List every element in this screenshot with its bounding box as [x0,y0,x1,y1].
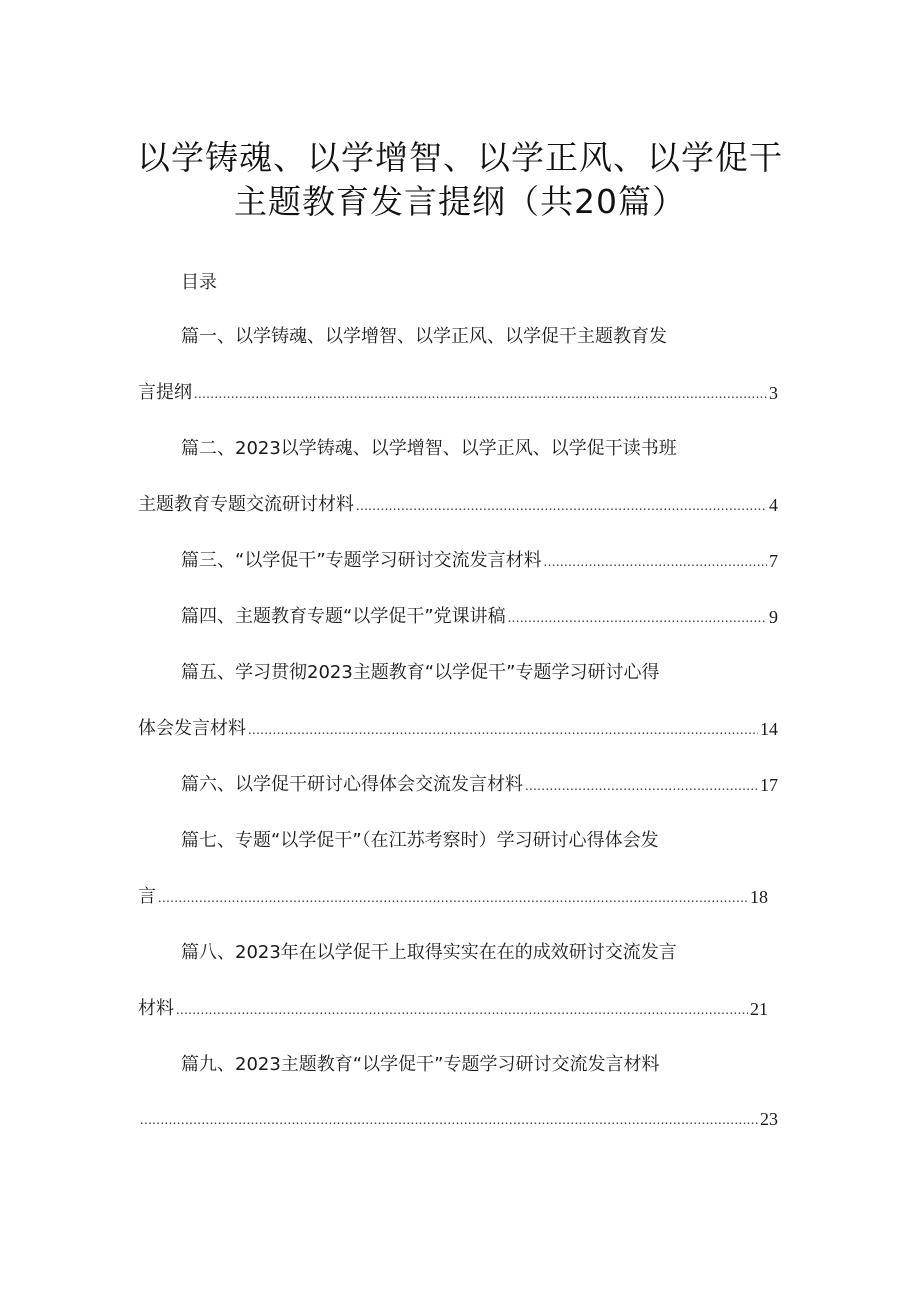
toc-entry-2-text-cont: 主题教育专题交流研讨材料 [138,494,354,515]
toc-entry-7-page: 18 [750,887,768,907]
toc-entry-1-line-1[interactable] [181,322,821,348]
toc-entry-9-line-1[interactable] [181,1050,821,1076]
toc-entry-4-text: 篇四、主题教育专题“以学促干”党课讲稿 [181,606,506,627]
toc-entry-1-text: 篇一、以学铸魂、以学增智、以学正风、以学促干主题教育发 [181,326,667,347]
toc-entry-3-page: 7 [769,551,778,571]
toc-leader-dots [248,722,758,740]
toc-entry-5-text: 篇五、学习贯彻2023主题教育“以学促干”专题学习研讨心得 [181,662,660,683]
toc-entry-6[interactable] [181,770,778,796]
toc-entry-1-text-cont: 言提纲 [138,382,192,403]
toc-entry-9-line-2[interactable] [138,1104,778,1130]
toc-entry-3-text: 篇三、“以学促干”专题学习研讨交流发言材料 [181,550,542,571]
toc-entry-2-page: 4 [769,495,778,515]
toc-entry-8-line-1[interactable] [181,938,821,964]
toc-leader-dots [140,1112,758,1130]
toc-leader-dots [176,1002,748,1020]
toc-entry-5-line-2[interactable] [138,714,778,740]
toc-entry-2-line-2[interactable] [138,490,778,516]
toc-leader-dots [508,610,767,628]
toc-entry-3[interactable] [181,546,778,572]
toc-entry-8-line-2[interactable] [138,994,768,1020]
toc-entry-1-page: 3 [769,383,778,403]
toc-entry-4[interactable] [181,602,778,628]
toc-leader-dots [158,890,748,908]
toc-entry-6-text: 篇六、以学促干研讨心得体会交流发言材料 [181,774,523,795]
toc-entry-9-page: 23 [760,1109,778,1129]
toc-entry-7-line-1[interactable] [181,826,821,852]
toc-entry-4-page: 9 [769,607,778,627]
toc-entry-7-text: 篇七、专题“以学促干”（在江苏考察时）学习研讨心得体会发 [181,830,659,851]
toc-entry-6-page: 17 [760,775,778,795]
toc-leader-dots [544,554,767,572]
toc-entry-8-text: 篇八、2023年在以学促干上取得实实在在的成效研讨交流发言 [181,942,677,963]
toc-leader-dots [356,498,767,516]
toc-entry-7-line-2[interactable] [138,882,768,908]
toc-entry-5-line-1[interactable] [181,658,821,684]
toc-leader-dots [525,778,758,796]
document-title-line-1: 以学铸魂、以学增智、以学正风、以学促干 [137,138,783,177]
toc-entry-5-text-cont: 体会发言材料 [138,718,246,739]
document-title-line-2: 主题教育发言提纲（共20篇） [234,182,686,221]
toc-heading: 目录 [181,272,217,293]
toc-entry-2-line-1[interactable] [181,434,821,460]
toc-entry-7-text-cont: 言 [138,886,156,907]
toc-leader-dots [194,386,767,404]
toc-entry-2-text: 篇二、2023以学铸魂、以学增智、以学正风、以学促干读书班 [181,438,677,459]
toc-entry-1-line-2[interactable] [138,378,778,404]
toc-entry-8-page: 21 [750,999,768,1019]
toc-entry-5-page: 14 [760,719,778,739]
toc-entry-8-text-cont: 材料 [138,998,174,1019]
toc-entry-9-text: 篇九、2023主题教育“以学促干”专题学习研讨交流发言材料 [181,1054,660,1075]
